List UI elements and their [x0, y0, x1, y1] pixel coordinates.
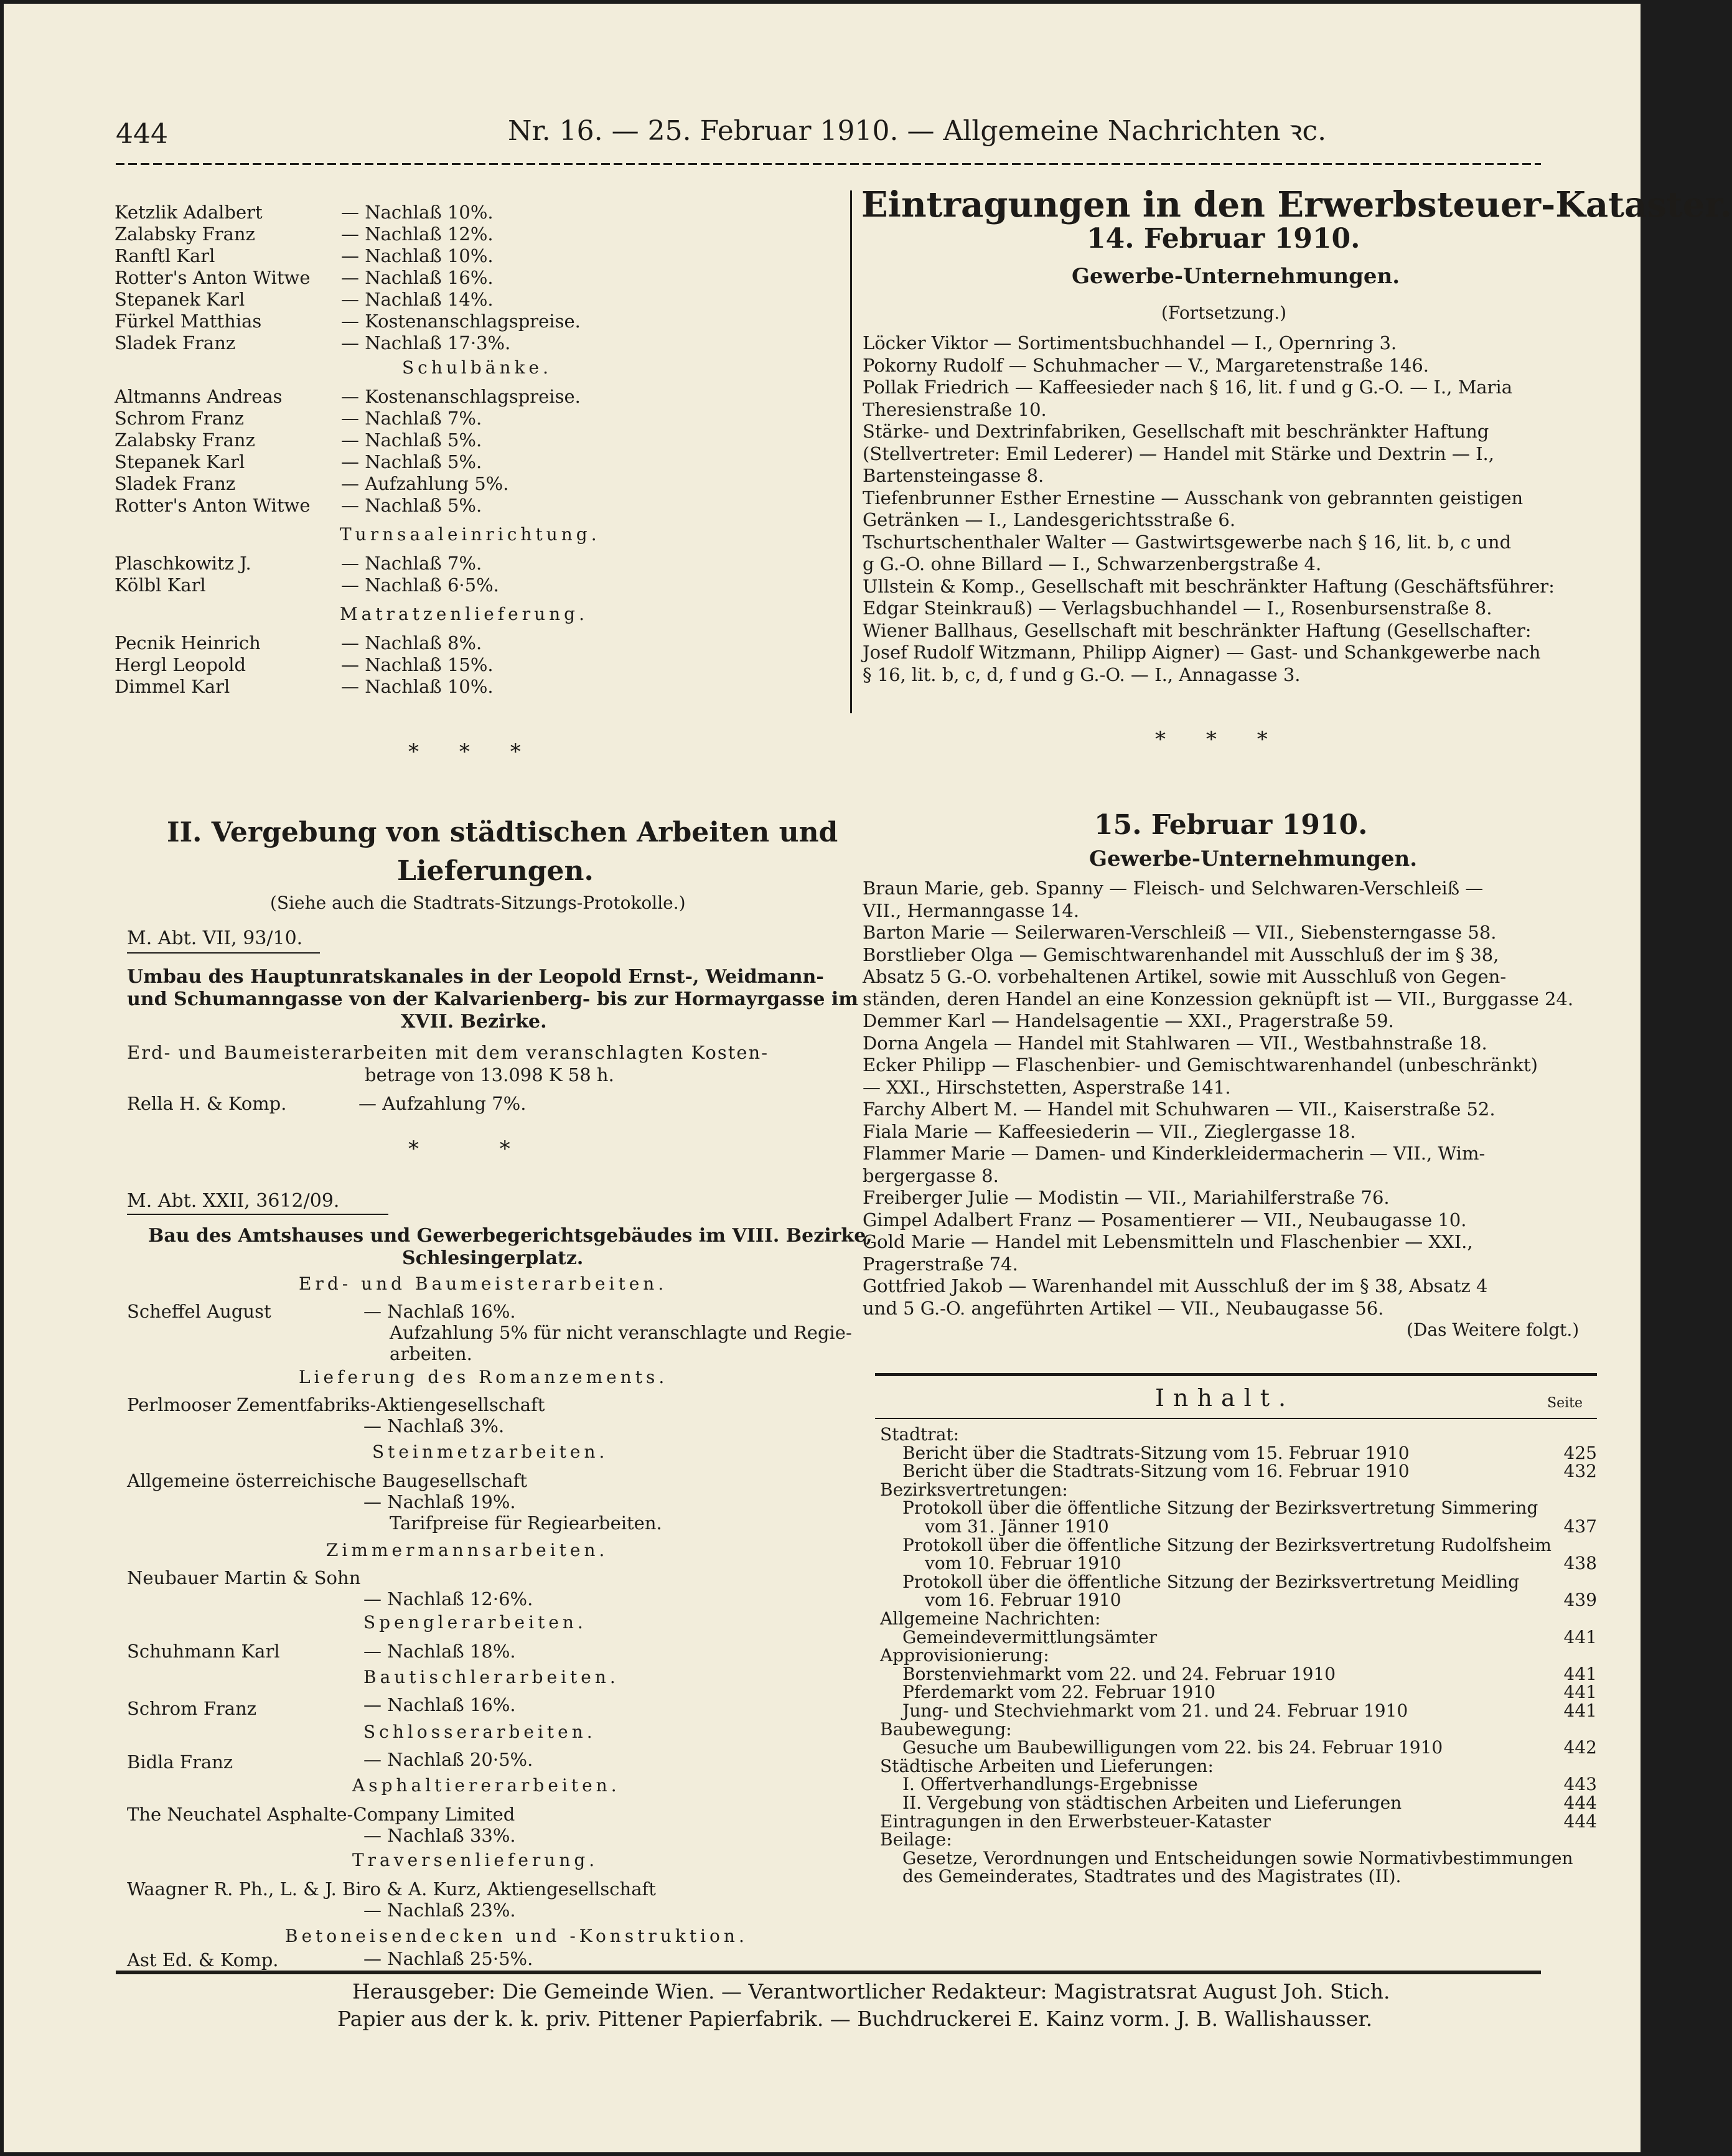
subheading-1: Gewerbe-Unternehmungen. [1072, 264, 1400, 289]
entry-line: Josef Rudolf Witzmann, Philipp Aigner) — Gast- und Schankgewerbe nach [863, 642, 1541, 663]
toc-entry: Borstenviehmarkt vom 22. und 24. Februar 1910 [902, 1663, 1336, 1684]
entry-name: Waagner R. Ph., L. & J. Biro & A. Kurz, Aktiengesellschaft [127, 1878, 656, 1900]
toc-title: Inhalt. [1155, 1384, 1295, 1412]
entry-name: The Neuchatel Asphalte-Company Limited [127, 1804, 515, 1825]
abt-reference-1: M. Abt. VII, 93/10. [127, 927, 303, 949]
entry-name: Schrom Franz [127, 1698, 257, 1719]
toc-page-number: 441 [1563, 1626, 1597, 1647]
toc-entry: vom 31. Jänner 1910 [925, 1516, 1109, 1537]
section-title-line2: Lieferungen. [397, 855, 594, 887]
heading-erd: Erd- und Baumeisterarbeiten. [299, 1273, 668, 1294]
entry-value: Aufzahlung 5% für nicht veranschlagte und Regie- [390, 1322, 852, 1343]
toc-entry: des Gemeinderates, Stadtrates und des Magistrates (II). [902, 1866, 1402, 1887]
list-item-name: Kölbl Karl [115, 574, 206, 596]
entry-name: Perlmooser Zementfabriks-Aktiengesellschaft [127, 1394, 545, 1415]
entry-line: Dorna Angela — Handel mit Stahlwaren — VII., Westbahnstraße 18. [863, 1032, 1487, 1054]
toc-entry: I. Offertverhandlungs-Ergebnisse [902, 1774, 1198, 1795]
entry-value: — Nachlaß 25·5%. [363, 1948, 533, 1969]
entry-line: Gottfried Jakob — Warenhandel mit Ausschluß der im § 38, Absatz 4 [863, 1275, 1488, 1296]
list-item-value: — Nachlaß 7%. [341, 408, 482, 429]
entry-line: Löcker Viktor — Sortimentsbuchhandel — I., Opernring 3. [863, 332, 1397, 354]
toc-entry: II. Vergebung von städtischen Arbeiten und Lieferungen [902, 1793, 1402, 1813]
list-item-name: Zalabsky Franz [115, 429, 255, 451]
toc-rule-under-title [875, 1418, 1597, 1419]
footer-rule [116, 1971, 1541, 1974]
entry-name: Ast Ed. & Komp. [127, 1949, 279, 1971]
toc-page-number: 425 [1563, 1442, 1597, 1463]
toc-entry: Protokoll über die öffentliche Sitzung der Bezirksvertretung Rudolfsheim [902, 1534, 1552, 1555]
entry-line: Borstlieber Olga — Gemischtwarenhandel mit Ausschluß der im § 38, [863, 944, 1499, 965]
separator-stars-2: * * [408, 1137, 510, 1161]
section-heading-turnsaal: Turnsaaleinrichtung. [340, 524, 601, 545]
footer-line2: Papier aus der k. k. priv. Pittener Papierfabrik. — Buchdruckerei E. Kainz vorm. J. B. Wallishausser. [337, 2007, 1373, 2031]
entry-line: Edgar Steinkrauß) — Verlagsbuchhandel — I., Rosenbursenstraße 8. [863, 598, 1492, 619]
heading-spengler: Spenglerarbeiten. [363, 1612, 587, 1633]
entry-line: — XXI., Hirschstetten, Asperstraße 141. [863, 1076, 1231, 1098]
list-item-value: — Kostenanschlagspreise. [341, 311, 581, 332]
toc-page-number: 441 [1563, 1682, 1597, 1703]
list-item-value: — Nachlaß 5%. [341, 451, 482, 472]
newspaper-page [4, 4, 1732, 2152]
heading-stein: Steinmetzarbeiten. [372, 1441, 609, 1462]
list-item-name: Sladek Franz [115, 332, 236, 354]
toc-entry: Städtische Arbeiten und Lieferungen: [880, 1755, 1214, 1776]
entry-value: Tarifpreise für Regiearbeiten. [390, 1512, 662, 1534]
heading-travers: Traversenlieferung. [352, 1850, 599, 1870]
toc-entry: Baubewegung: [880, 1718, 1012, 1740]
entry-line: Gimpel Adalbert Franz — Posamentierer — VII., Neubaugasse 10. [863, 1209, 1467, 1230]
list-item-value: — Nachlaß 8%. [341, 632, 482, 654]
heading-schlosser: Schlosserarbeiten. [363, 1722, 596, 1742]
heading-asphalt: Asphaltiererarbeiten. [352, 1775, 620, 1796]
entry-line: § 16, lit. b, c, d, f und g G.-O. — I., Annagasse 3. [863, 663, 1301, 685]
toc-page-number: 444 [1563, 1811, 1597, 1832]
entry-line: Getränken — I., Landesgerichtsstraße 6. [863, 509, 1236, 530]
list-item-name: Stepanek Karl [115, 451, 245, 472]
list-item-name: Plaschkowitz J. [115, 553, 251, 574]
list-item-name: Rotter's Anton Witwe [115, 267, 311, 288]
entry-line: Braun Marie, geb. Spanny — Fleisch- und Selchwaren-Verschleiß — [863, 878, 1484, 899]
entry-value: — Nachlaß 33%. [363, 1825, 516, 1846]
entry-name: Scheffel August [127, 1301, 271, 1322]
list-item-value: — Nachlaß 5%. [341, 429, 482, 451]
toc-page-number: 441 [1563, 1700, 1597, 1721]
toc-entry: Pferdemarkt vom 22. Februar 1910 [902, 1682, 1216, 1703]
header-rule [116, 163, 1541, 165]
toc-seite-label: Seite [1547, 1395, 1583, 1411]
header-title: Nr. 16. — 25. Februar 1910. — Allgemeine Nachrichten ꝛc. [508, 115, 1327, 147]
entry-value: — Nachlaß 3%. [363, 1415, 505, 1437]
abt-reference-2: M. Abt. XXII, 3612/09. [127, 1190, 340, 1212]
entry-line: Pollak Friedrich — Kaffeesieder nach § 16, lit. f und g G.-O. — I., Maria [863, 377, 1512, 398]
heading-bautischler: Bautischlerarbeiten. [363, 1667, 619, 1687]
toc-entry: Jung- und Stechviehmarkt vom 21. und 24. Februar 1910 [902, 1700, 1408, 1721]
entry-line: Pragerstraße 74. [863, 1253, 1018, 1275]
list-item-value: — Nachlaß 15%. [341, 654, 494, 675]
list-item-value: — Nachlaß 10%. [341, 245, 494, 266]
entry-line: Theresienstraße 10. [863, 398, 1047, 420]
abt1-title-line1: Umbau des Hauptunratskanales in der Leopold Ernst-, Weidmann- [127, 966, 824, 988]
toc-entry: Allgemeine Nachrichten: [880, 1608, 1101, 1629]
kataster-title: Eintragungen in den Erwerbsteuer-Kataster. [861, 184, 1732, 225]
toc-entry: Approvisionierung: [880, 1645, 1049, 1666]
toc-page-number: 438 [1563, 1553, 1597, 1574]
list-item-name: Dimmel Karl [115, 676, 230, 697]
separator-stars-right: * * * [1155, 727, 1268, 752]
page-header [116, 111, 1535, 154]
entry-line: Demmer Karl — Handelsagentie — XXI., Pragerstraße 59. [863, 1010, 1394, 1031]
toc-page-number: 437 [1563, 1516, 1597, 1537]
entry-line: Farchy Albert M. — Handel mit Schuhwaren — VII., Kaiserstraße 52. [863, 1099, 1496, 1120]
list-item-name: Hergl Leopold [115, 654, 246, 675]
list-item-value: — Nachlaß 7%. [341, 553, 482, 574]
entry-line: (Stellvertreter: Emil Lederer) — Handel mit Stärke und Dextrin — I., [863, 443, 1494, 464]
entry-line: Stärke- und Dextrinfabriken, Gesellschaft mit beschränkter Haftung [863, 421, 1489, 442]
section-note: (Siehe auch die Stadtrats-Sitzungs-Protokolle.) [270, 893, 686, 913]
entry-name: Schuhmann Karl [127, 1641, 280, 1662]
abt1-title-line3: XVII. Bezirke. [401, 1011, 547, 1033]
list-item-name: Zalabsky Franz [115, 223, 255, 245]
abt1-text-line2: betrage von 13.098 K 58 h. [365, 1064, 614, 1085]
entry-line: Freiberger Julie — Modistin — VII., Mariahilferstraße 76. [863, 1187, 1390, 1208]
continuation-note: (Fortsetzung.) [1161, 302, 1287, 323]
toc-entry: Stadtrat: [880, 1424, 960, 1445]
date-heading-1: 14. Februar 1910. [1087, 223, 1360, 255]
entry-line: g G.-O. ohne Billard — I., Schwarzenbergstraße 4. [863, 553, 1322, 574]
list-item-value: — Nachlaß 14%. [341, 289, 494, 310]
entry-value: — Nachlaß 16%. [363, 1301, 516, 1322]
entry-line: Fiala Marie — Kaffeesiederin — VII., Zieglergasse 18. [863, 1120, 1356, 1142]
entry-line: Pokorny Rudolf — Schuhmacher — V., Margaretenstraße 146. [863, 354, 1430, 376]
entry-value: — Nachlaß 16%. [363, 1694, 516, 1715]
page-number: 444 [116, 118, 168, 150]
list-item-value: — Aufzahlung 5%. [341, 473, 509, 494]
toc-page-number: 444 [1563, 1793, 1597, 1813]
entry-line: Bartensteingasse 8. [863, 465, 1044, 486]
toc-entry: Bericht über die Stadtrats-Sitzung vom 16. Februar 1910 [902, 1461, 1410, 1482]
entry-line: Absatz 5 G.-O. vorbehaltenen Artikel, sowie mit Ausschluß von Gegen- [863, 966, 1507, 987]
entry-line: und 5 G.-O. angeführten Artikel — VII., Neubaugasse 56. [863, 1297, 1384, 1319]
list-item-name: Stepanek Karl [115, 289, 245, 310]
entry-line: bergergasse 8. [863, 1165, 999, 1186]
entry-value: — Nachlaß 19%. [363, 1491, 516, 1512]
toc-page-number: 443 [1563, 1774, 1597, 1795]
toc-entry: Eintragungen in den Erwerbsteuer-Kataster [880, 1811, 1271, 1832]
list-item-name: Fürkel Matthias [115, 311, 262, 332]
section-heading-schulbaenke: Schulbänke. [402, 357, 552, 378]
toc-entry: vom 10. Februar 1910 [925, 1553, 1121, 1574]
list-item-name: Ranftl Karl [115, 245, 215, 266]
entry-line: Flammer Marie — Damen- und Kinderkleidermacherin — VII., Wim- [863, 1143, 1486, 1164]
heading-zimmer: Zimmermannsarbeiten. [326, 1540, 609, 1560]
entry-line: Tschurtschenthaler Walter — Gastwirtsgewerbe nach § 16, lit. b, c und [863, 531, 1512, 553]
continued-note: (Das Weitere folgt.) [1407, 1319, 1580, 1340]
toc-entry: Protokoll über die öffentliche Sitzung der Bezirksvertretung Simmering [902, 1497, 1538, 1519]
list-item-value: — Nachlaß 5%. [341, 495, 482, 516]
section-title-line1: II. Vergebung von städtischen Arbeiten und [167, 817, 838, 848]
toc-page-number: 442 [1563, 1737, 1597, 1758]
list-item-value: — Nachlaß 10%. [341, 202, 494, 223]
footer-line1: Herausgeber: Die Gemeinde Wien. — Verantwortlicher Redakteur: Magistratsrat August Joh. Stich. [352, 1979, 1390, 2004]
entry-line: Gold Marie — Handel mit Lebensmitteln und Flaschenbier — XXI., [863, 1231, 1473, 1252]
heading-beton: Betoneisendecken und -Konstruktion. [285, 1926, 748, 1946]
toc-entry: Gesetze, Verordnungen und Entscheidungen sowie Normativbestimmungen [902, 1847, 1573, 1868]
heading-roman: Lieferung des Romanzements. [299, 1367, 668, 1387]
entry-name: Neubauer Martin & Sohn [127, 1567, 361, 1588]
list-item-name: Pecnik Heinrich [115, 632, 261, 654]
toc-entry: Gemeindevermittlungsämter [902, 1626, 1158, 1647]
section-heading-matratzen: Matratzenlieferung. [340, 604, 588, 624]
entry-value: — Nachlaß 12·6%. [363, 1588, 533, 1610]
toc-entry: Gesuche um Baubewilligungen vom 22. bis 24. Februar 1910 [902, 1737, 1443, 1758]
toc-entry: Beilage: [880, 1829, 952, 1850]
toc-entry: Bezirksvertretungen: [880, 1479, 1068, 1500]
abt2-title-line1: Bau des Amtshauses und Gewerbegerichtsgebäudes im VIII. Bezirke, [148, 1225, 873, 1247]
entry-value: — Aufzahlung 7%. [358, 1093, 527, 1114]
toc-page-number: 439 [1563, 1590, 1597, 1611]
entry-name: Rella H. & Komp. [127, 1093, 287, 1114]
toc-entry: Bericht über die Stadtrats-Sitzung vom 15. Februar 1910 [902, 1442, 1410, 1463]
toc-page-number: 441 [1563, 1663, 1597, 1684]
toc-entry: vom 16. Februar 1910 [925, 1590, 1121, 1611]
list-item-value: — Kostenanschlagspreise. [341, 386, 581, 407]
list-item-name: Ketzlik Adalbert [115, 202, 263, 223]
abt-underline-2 [127, 1214, 388, 1215]
list-item-value: — Nachlaß 6·5%. [341, 574, 499, 596]
entry-value: — Nachlaß 20·5%. [363, 1749, 533, 1770]
toc-rule-top [875, 1373, 1597, 1376]
column-rule [850, 190, 852, 713]
list-item-value: — Nachlaß 12%. [341, 223, 494, 245]
separator-stars: * * * [408, 739, 521, 764]
entry-line: Wiener Ballhaus, Gesellschaft mit beschränkter Haftung (Gesellschafter: [863, 619, 1532, 641]
entry-line: ständen, deren Handel an eine Konzession geknüpft ist — VII., Burggasse 24. [863, 988, 1574, 1010]
entry-value: — Nachlaß 18%. [363, 1641, 516, 1662]
date-heading-2: 15. Februar 1910. [1094, 809, 1368, 841]
entry-name: Bidla Franz [127, 1751, 233, 1773]
entry-value: arbeiten. [390, 1343, 472, 1364]
toc-page-number: 432 [1563, 1461, 1597, 1482]
entry-line: VII., Hermanngasse 14. [863, 899, 1080, 921]
list-item-name: Sladek Franz [115, 473, 236, 494]
entry-line: Tiefenbrunner Esther Ernestine — Ausschank von gebrannten geistigen [863, 487, 1524, 509]
list-item-value: — Nachlaß 16%. [341, 267, 494, 288]
abt1-title-line2: und Schumanngasse von der Kalvarienberg- bis zur Hormayrgasse im [127, 988, 859, 1010]
abt-underline-1 [127, 952, 320, 954]
entry-line: Ecker Philipp — Flaschenbier- und Gemischtwarenhandel (unbeschränkt) [863, 1054, 1538, 1076]
abt1-text-line1: Erd- und Baumeisterarbeiten mit dem veranschlagten Kosten- [127, 1042, 769, 1063]
list-item-name: Rotter's Anton Witwe [115, 495, 311, 516]
toc-entry: Protokoll über die öffentliche Sitzung der Bezirksvertretung Meidling [902, 1571, 1520, 1592]
list-item-value: — Nachlaß 17·3%. [341, 332, 511, 354]
abt2-title-line2: Schlesingerplatz. [402, 1247, 584, 1269]
list-item-value: — Nachlaß 10%. [341, 676, 494, 697]
entry-name: Allgemeine österreichische Baugesellschaft [127, 1470, 527, 1491]
entry-value: — Nachlaß 23%. [363, 1900, 516, 1921]
subheading-2: Gewerbe-Unternehmungen. [1089, 846, 1418, 871]
entry-line: Ullstein & Komp., Gesellschaft mit beschränkter Haftung (Geschäftsführer: [863, 575, 1555, 597]
list-item-name: Schrom Franz [115, 408, 245, 429]
entry-line: Barton Marie — Seilerwaren-Verschleiß — VII., Siebensterngasse 58. [863, 922, 1497, 943]
list-item-name: Altmanns Andreas [115, 386, 283, 407]
